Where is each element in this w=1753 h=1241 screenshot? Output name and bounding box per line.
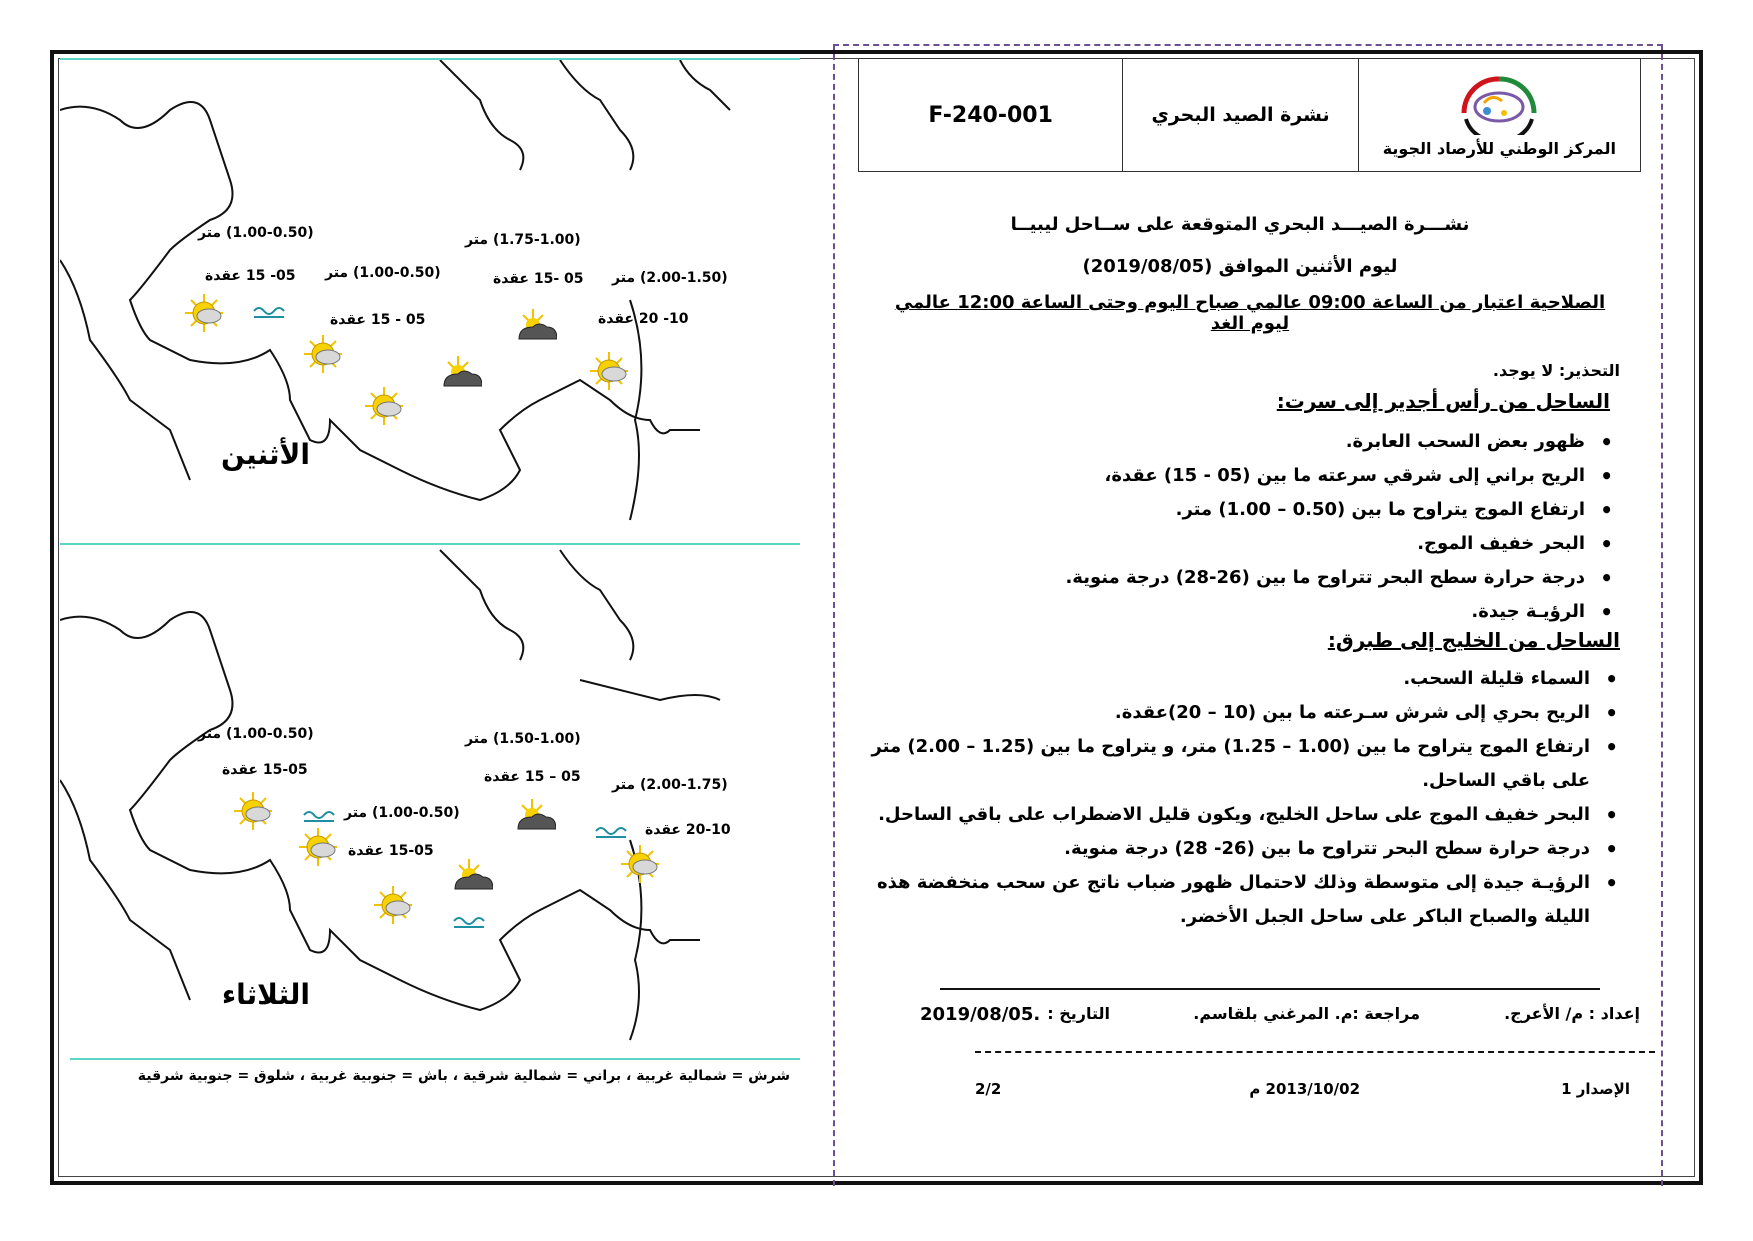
partly-cloudy-icon	[619, 843, 661, 885]
warning-text: التحذير: لا يوجد.	[1492, 361, 1620, 380]
list-item: • البحر خفيف الموج على ساحل الخليج، ويكون قليل الاضطراب على باقي الساحل.	[855, 798, 1620, 832]
mon-west-wave: (1.00-0.50) متر	[198, 225, 314, 241]
cloudy-icon	[514, 795, 556, 837]
ncm-logo-icon	[1454, 73, 1544, 135]
partly-cloudy-icon	[372, 884, 414, 926]
section-2-title: الساحل من الخليج إلى طبرق:	[1327, 628, 1620, 652]
tue-west-wave: (1.00-0.50) متر	[198, 726, 314, 742]
org-name: المركز الوطني للأرصاد الجوية	[1382, 138, 1616, 158]
section-2-list	[855, 662, 1620, 934]
partly-cloudy-icon	[232, 790, 274, 832]
tue-east-wave: (2.00-1.75) متر	[612, 777, 728, 793]
edition-date: 2013/10/02 م	[1249, 1080, 1360, 1098]
logo-cell	[1358, 59, 1640, 171]
mon-east-wind: 10- 20 عقدة	[598, 311, 689, 327]
list-item: • السماء قليلة السحب.	[855, 662, 1620, 696]
page-number: 2/2	[975, 1080, 1002, 1098]
tue-mid-wind: 15-05 عقدة	[348, 843, 434, 859]
partly-cloudy-icon	[302, 333, 344, 375]
tue-mid-wave: (1.00-0.50) متر	[344, 805, 460, 821]
list-item: • الريح براني إلى شرقي سرعته ما بين (05 - 15) عقدة،	[900, 459, 1615, 493]
tue-east-wind: 20-10 عقدة	[645, 822, 731, 838]
sea-state-icon	[302, 807, 336, 825]
partly-cloudy-icon	[297, 826, 339, 868]
coastline-maps	[60, 60, 800, 1060]
bulletin-title: نشرة الصيد البحري	[1122, 59, 1357, 171]
reviewed-by: مراجعة :م. المرغني بلقاسم.	[1193, 1004, 1420, 1023]
edition: الإصدار 1	[1561, 1080, 1630, 1098]
list-item: • الرؤيـة جيدة.	[900, 595, 1615, 629]
list-item: • البحر خفيف الموج.	[900, 527, 1615, 561]
monday-day-label: الأثنين	[220, 438, 310, 471]
section-1-title: الساحل من رأس أجدير إلى سرت:	[1276, 389, 1610, 413]
partly-cloudy-icon	[588, 350, 630, 392]
cloudy-icon	[515, 305, 557, 347]
section-1-list	[900, 425, 1615, 629]
form-code: F-240-001	[928, 102, 1053, 128]
list-item: • ارتفاع الموج يتراوح ما بين (1.00 – 1.25) متر، و يتراوح ما بين (1.25 – 2.00) متر على باقي الساحل.	[855, 730, 1620, 798]
tuesday-day-label: الثلاثاء	[221, 978, 310, 1011]
date-value: 2019/08/05.	[920, 1004, 1041, 1025]
list-item: • الرؤيـة جيدة إلى متوسطة وذلك لاحتمال ظهور ضباب ناتج عن سحب منخفضة هذه الليلة والصباح الباكر على ساحل الجبل الأخضر.	[855, 866, 1620, 934]
mon-west-wind: 05- 15 عقدة	[205, 268, 296, 284]
wind-direction-legend: شرش = شمالية غربية ، براني = شمالية شرقية ، باش = جنوبية غربية ، شلوق = جنوبية شرقية	[137, 1068, 790, 1084]
partly-cloudy-icon	[363, 385, 405, 427]
prepared-by: إعداد : م/ الأعرج.	[1504, 1004, 1640, 1023]
heading-line-2: ليوم الأثنين الموافق (2019/08/05)	[1082, 256, 1398, 277]
date-label: التاريخ :	[1047, 1004, 1110, 1023]
mon-central-wave: (1.75-1.00) متر	[465, 232, 581, 248]
cloudy-icon	[451, 855, 493, 897]
mon-mid-wind: 05 - 15 عقدة	[330, 312, 426, 328]
mon-central-wind: 05 -15 عقدة	[493, 271, 584, 287]
list-item: • ارتفاع الموج يتراوح ما بين (0.50 – 1.00) متر.	[900, 493, 1615, 527]
heading-line-3: الصلاحية اعتبار من الساعة 09:00 عالمي صباح اليوم وحتى الساعة 12:00 عالمي ليوم الغد	[894, 292, 1606, 334]
list-item: • درجة حرارة سطح البحر تتراوح ما بين (26-28) درجة منوية.	[900, 561, 1615, 595]
list-item: • الريح بحري إلى شرش سـرعته ما بين (10 – 20)عقدة.	[855, 696, 1620, 730]
tue-west-wind: 15-05 عقدة	[222, 762, 308, 778]
mon-mid-wave: (1.00-0.50) متر	[325, 265, 441, 281]
mon-east-wave: (2.00-1.50) متر	[612, 270, 728, 286]
list-item: • ظهور بعض السحب العابرة.	[900, 425, 1615, 459]
sea-state-icon	[252, 303, 286, 321]
cloudy-icon	[440, 352, 482, 394]
footer-separator	[940, 988, 1600, 990]
tue-central-wave: (1.50-1.00) متر	[465, 731, 581, 747]
partly-cloudy-icon	[183, 292, 225, 334]
footer-dashed-line	[975, 1051, 1655, 1053]
sea-state-icon	[594, 823, 628, 841]
list-item: • درجة حرارة سطح البحر تتراوح ما بين (26- 28) درجة منوية.	[855, 832, 1620, 866]
header-table	[858, 58, 1641, 172]
tue-central-wind: 05 – 15 عقدة	[484, 769, 581, 785]
heading-line-1: نشـــرة الصيـــد البحري المتوقعة على ســاحل ليبيــا	[1010, 214, 1470, 235]
sea-state-icon	[452, 913, 486, 931]
